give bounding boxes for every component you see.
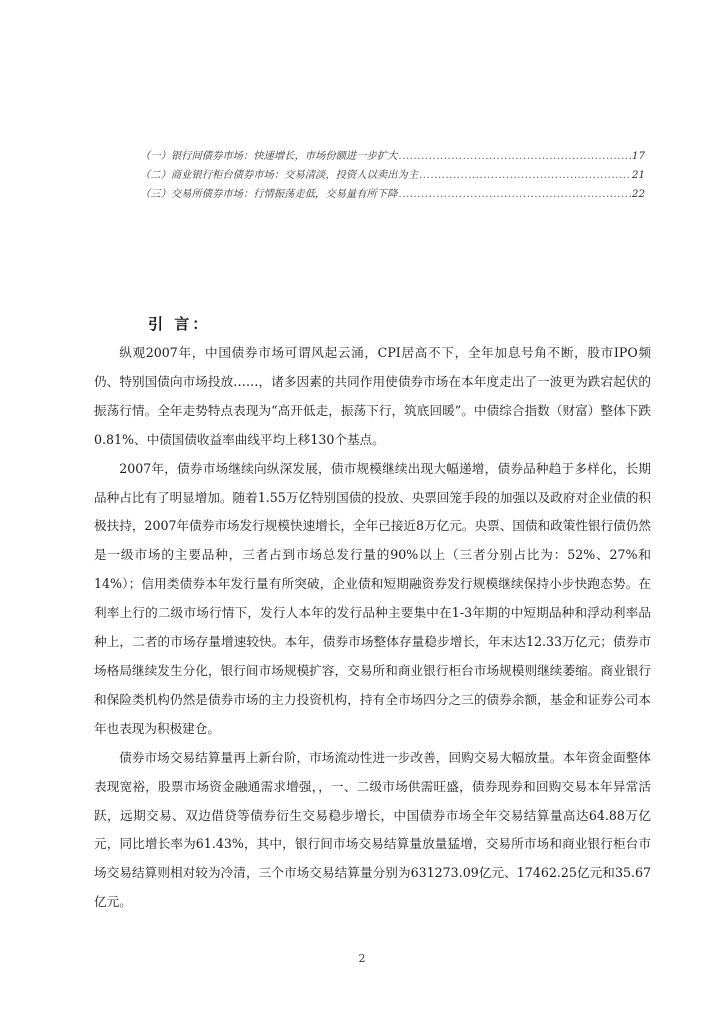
toc-leader-dots: [398, 150, 630, 162]
table-of-contents: [140, 147, 645, 204]
toc-entry-page: 17: [631, 150, 645, 162]
section-heading: 引 言：: [148, 315, 211, 333]
toc-leader-dots: [419, 169, 631, 181]
body-text: [94, 339, 651, 917]
toc-entry-title: （一）银行间债券市场：快速增长，市场份额进一步扩大: [140, 150, 398, 162]
toc-entry[interactable]: [140, 166, 645, 185]
toc-entry-title: （二）商业银行柜台债券市场：交易清淡，投资人以卖出为主: [140, 169, 419, 181]
toc-entry[interactable]: [140, 147, 645, 166]
toc-entry-title: （三）交易所债券市场：行情振荡走低，交易量有所下降: [140, 188, 398, 200]
page-number: 2: [358, 952, 366, 965]
toc-entry[interactable]: [140, 185, 645, 204]
toc-entry-page: 21: [631, 169, 645, 181]
paragraph: 债券市场交易结算量再上新台阶，市场流动性进一步改善，回购交易大幅放量。本年资金面整体表现宽裕，股票市场资金融通需求增强，，一、二级市场供需旺盛，债券现券和回购交易本年异常活跃，远期交易、双边借贷等债券衍生交易稳步增长，中国债券市场全年交易结算量高达64.88万亿元，同比增长率为61.43%，其中，银行间市场交易结算量放量猛增，交易所市场和商业银行柜台市场交易结算则相对较为冷清，三个市场交易结算量分别为631273.09亿元、17462.25亿元和35.67亿元。: [94, 749, 651, 910]
toc-leader-dots: [398, 188, 630, 200]
toc-entry-page: 22: [631, 188, 645, 200]
paragraph: 2007年，债券市场继续向纵深发展，债市规模继续出现大幅递增，债券品种趋于多样化，长期品种占比有了明显增加。随着1.55万亿特别国债的投放、央票回笼手段的加强以及政府对企业债的积极扶持，2007年债券市场发行规模快速增长，全年已接近8万亿元。央票、国债和政策性银行债仍然是一级市场的主要品种，三者占到市场总发行量的90%以上（三者分别占比为：52%、27%和14%）；信用类债券本年发行量有所突破，企业债和短期融资券发行规模继续保持小步快跑态势。在利率上行的二级市场行情下，发行人本年的发行品种主要集中在1-3年期的中短期品种和浮动利率品种上，二者的市场存量增速较快。本年，债券市场整体存量稳步增长，年末达12.33万亿元；债券市场格局继续发生分化，银行间市场规模扩容，交易所和商业银行柜台市场规模则继续萎缩。商业银行和保险类机构仍然是债券市场的主力投资机构，持有全市场四分之三的债券余额，基金和证券公司本年也表现为积极建仓。: [94, 460, 651, 736]
paragraph: 纵观2007年，中国债券市场可谓风起云涌，CPI居高不下，全年加息号角不断，股市IPO频仍、特别国债向市场投放……，诸多因素的共同作用使债券市场在本年度走出了一波更为跌宕起伏的振荡行情。全年走势特点表现为“高开低走，振荡下行，筑底回暖”。中债综合指数（财富）整体下跌0.81%、中债国债收益率曲线平均上移130个基点。: [94, 345, 651, 447]
